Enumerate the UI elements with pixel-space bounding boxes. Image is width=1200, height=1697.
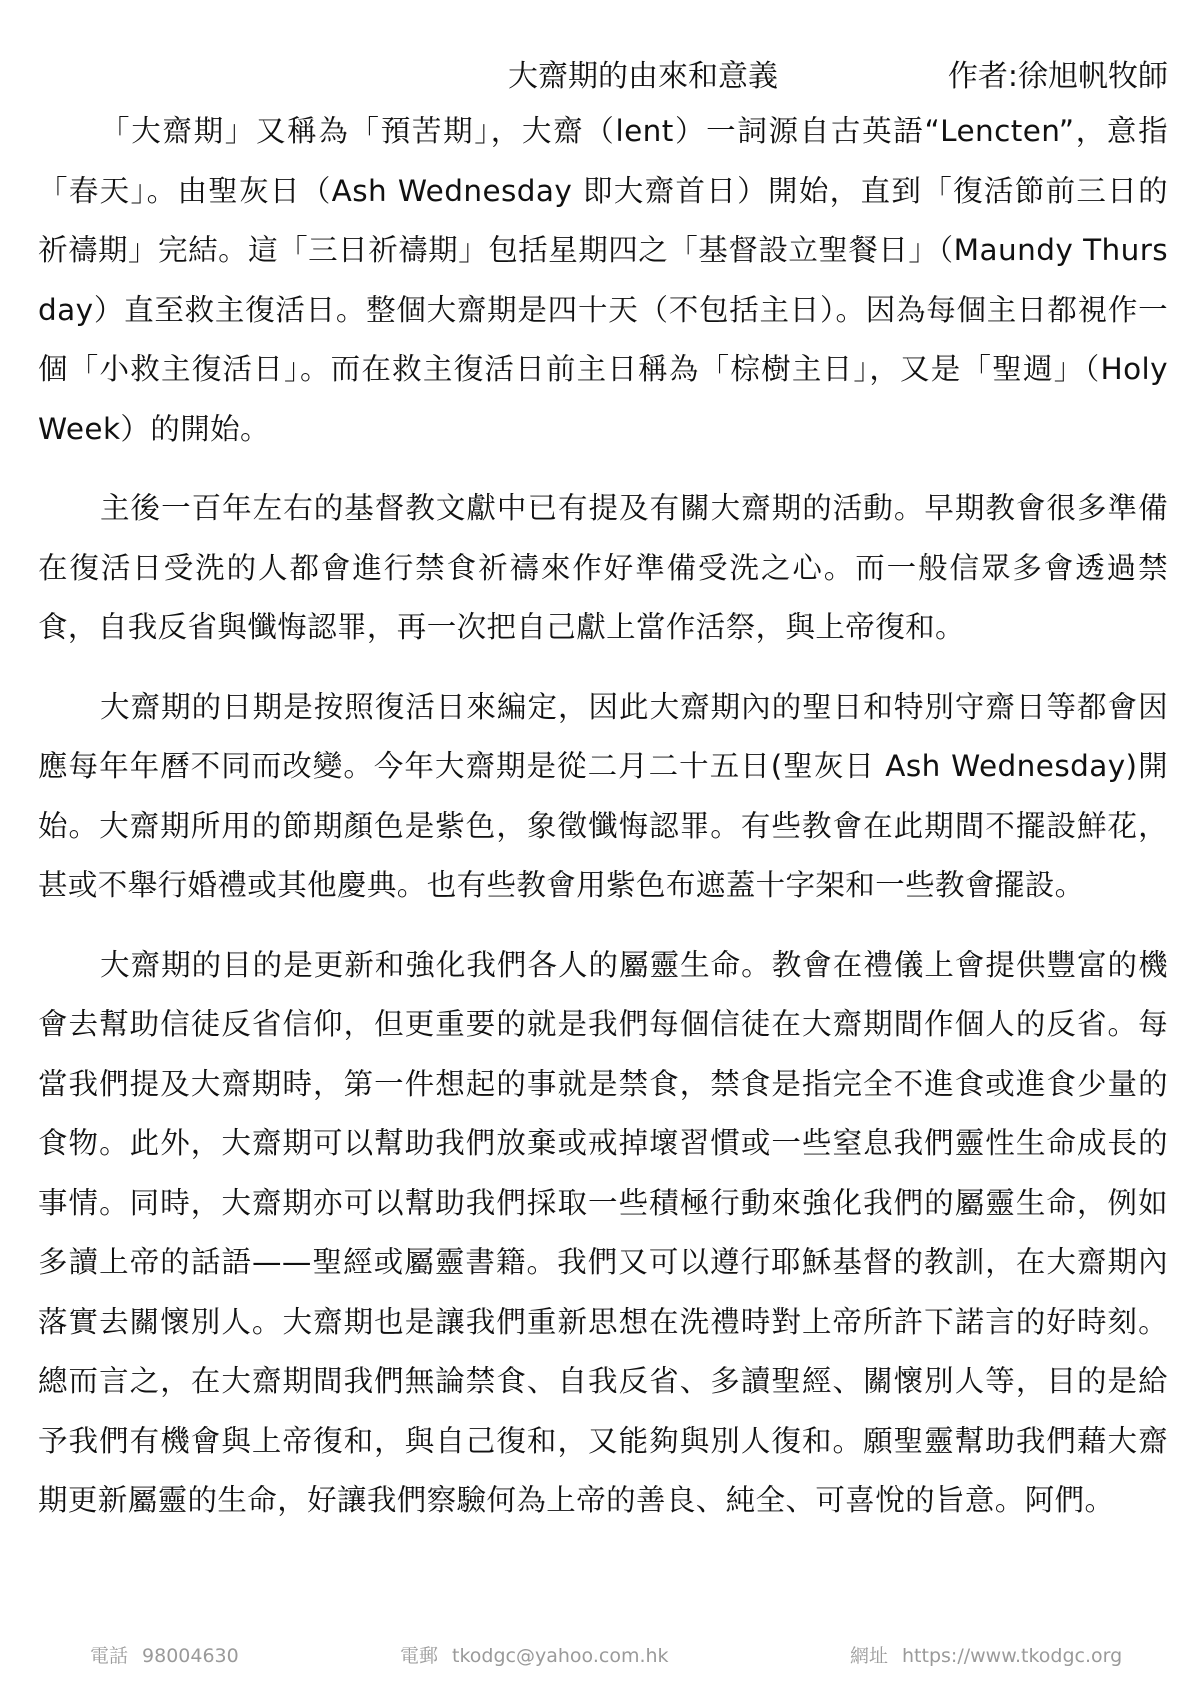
document-page	[38, 52, 1168, 1531]
paragraph-origin: 「大齋期」又稱為「預苦期」，大齋（lent）一詞源自古英語“Lencten”，意指「春天」。由聖灰日（Ash Wednesday 即大齋首日）開始，直到「復活節前三日的祈禱期」完結。這「三日祈禱期」包括星期四之「基督設立聖餐日」（Maundy Thursday）直至救主復活日。整個大齋期是四十天（不包括主日）。因為每個主日都視作一個「小救主復活日」。而在救主復活日前主日稱為「棕樹主日」，又是「聖週」（Holy Week）的開始。	[38, 114, 1168, 446]
footer-web-value: https://www.tkodgc.org	[902, 1645, 1123, 1667]
document-author: 作者:徐旭帆牧師	[947, 59, 1168, 94]
paragraph-dates: 大齋期的日期是按照復活日來編定，因此大齋期內的聖日和特別守齋日等都會因應每年年曆不同而改變。今年大齋期是從二月二十五日(聖灰日 Ash Wednesday)開始。大齋期所用的節期顏色是紫色，象徵懺悔認罪。有些教會在此期間不擺設鮮花，甚或不舉行婚禮或其他慶典。也有些教會用紫色布遮蓋十字架和一些教會擺設。	[38, 689, 1168, 902]
footer-email-label: 電郵	[400, 1645, 439, 1667]
footer-web-label: 網址	[850, 1645, 889, 1667]
paragraph-purpose: 大齋期的目的是更新和強化我們各人的屬靈生命。教會在禮儀上會提供豐富的機會去幫助信徒反省信仰，但更重要的就是我們每個信徒在大齋期間作個人的反省。每當我們提及大齋期時，第一件想起的事就是禁食，禁食是指完全不進食或進食少量的食物。此外，大齋期可以幫助我們放棄或戒掉壞習慣或一些窒息我們靈性生命成長的事情。同時，大齋期亦可以幫助我們採取一些積極行動來強化我們的屬靈生命，例如多讀上帝的話語——聖經或屬靈書籍。我們又可以遵行耶穌基督的教訓，在大齋期內落實去關懷別人。大齋期也是讓我們重新思想在洗禮時對上帝所許下諾言的好時刻。總而言之，在大齋期間我們無論禁食、自我反省、多讀聖經、關懷別人等，目的是給予我們有機會與上帝復和，與自己復和，又能夠與別人復和。願聖靈幫助我們藉大齋期更新屬靈的生命，好讓我們察驗何為上帝的善良、純全、可喜悅的旨意。阿們。	[38, 947, 1168, 1517]
document-header	[38, 52, 1168, 102]
footer-email-value: tkodgc@yahoo.com.hk	[452, 1645, 669, 1667]
footer-website	[850, 1641, 1122, 1668]
page-footer	[0, 1641, 1200, 1677]
footer-phone-value: 98004630	[142, 1645, 239, 1667]
paragraph-history: 主後一百年左右的基督教文獻中已有提及有關大齋期的活動。早期教會很多準備在復活日受洗的人都會進行禁食祈禱來作好準備受洗之心。而一般信眾多會透過禁食，自我反省與懺悔認罪，再一次把自己獻上當作活祭，與上帝復和。	[38, 491, 1168, 644]
footer-email	[400, 1641, 669, 1668]
footer-phone	[90, 1641, 239, 1668]
document-title: 大齋期的由來和意義	[508, 59, 778, 94]
footer-phone-label: 電話	[90, 1645, 129, 1667]
